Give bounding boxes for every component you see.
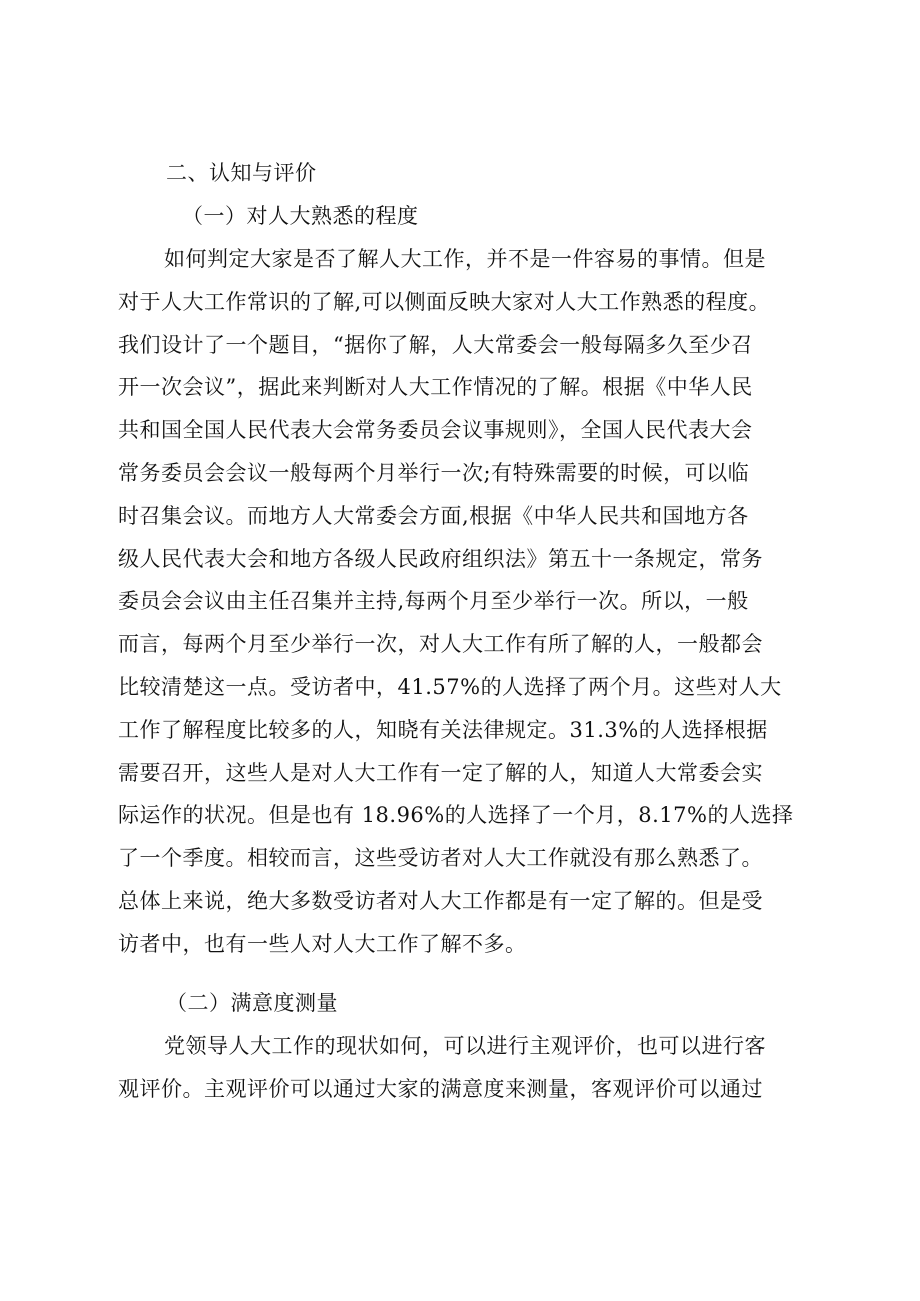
paragraph-line: 总体上来说，绝大多数受访者对人大工作都是有一定了解的。但是受 (118, 888, 763, 913)
paragraph-satisfaction (118, 1025, 808, 1111)
section-heading: 二、认知与评价 (166, 161, 317, 185)
paragraph-line: 共和国全国人民代表大会常务委员会议事规则》，全国人民代表大会 (118, 418, 753, 443)
subheading-familiarity: （一）对人大熟悉的程度 (182, 204, 419, 228)
paragraph-line: 需要召开，这些人是对人大工作有一定了解的人，知道人大常委会实 (118, 760, 763, 785)
paragraph-line: 访者中，也有一些人对人大工作了解不多。 (118, 931, 527, 956)
paragraph-line: 观评价。主观评价可以通过大家的满意度来测量，客观评价可以通过 (118, 1076, 763, 1101)
paragraph-familiarity (118, 238, 808, 966)
paragraph-line: 比较清楚这一点。受访者中，41.57%的人选择了两个月。这些对人大 (118, 674, 782, 699)
paragraph-line: 委员会会议由主任召集并主持,每两个月至少举行一次。所以，一般 (118, 589, 749, 614)
paragraph-line: 工作了解程度比较多的人，知晓有关法律规定。31.3%的人选择根据 (118, 717, 768, 742)
paragraph-line: 而言，每两个月至少举行一次，对人大工作有所了解的人，一般都会 (118, 632, 763, 657)
paragraph-line: 级人民代表大会和地方各级人民政府组织法》第五十一条规定，常务 (118, 546, 763, 571)
paragraph-line: 开一次会议”，据此来判断对人大工作情况的了解。根据《中华人民 (118, 375, 753, 400)
paragraph-line: 如何判定大家是否了解人大工作，并不是一件容易的事情。但是 (164, 247, 766, 271)
subheading-satisfaction: （二）满意度测量 (166, 991, 338, 1015)
paragraph-line: 常务委员会会议一般每两个月举行一次;有特殊需要的时候，可以临 (118, 460, 750, 485)
paragraph-line: 对于人大工作常识的了解,可以侧面反映大家对人大工作熟悉的程度。 (118, 289, 771, 314)
paragraph-line: 我们设计了一个题目，“据你了解，人大常委会一般每隔多久至少召 (118, 332, 753, 357)
paragraph-line: 党领导人大工作的现状如何，可以进行主观评价，也可以进行客 (164, 1034, 766, 1058)
paragraph-line: 际运作的状况。但是也有 18.96%的人选择了一个月，8.17%的人选择 (118, 803, 794, 828)
paragraph-line: 了一个季度。相较而言，这些受访者对人大工作就没有那么熟悉了。 (118, 846, 763, 871)
paragraph-line: 时召集会议。而地方人大常委会方面,根据《中华人民共和国地方各 (118, 503, 749, 528)
